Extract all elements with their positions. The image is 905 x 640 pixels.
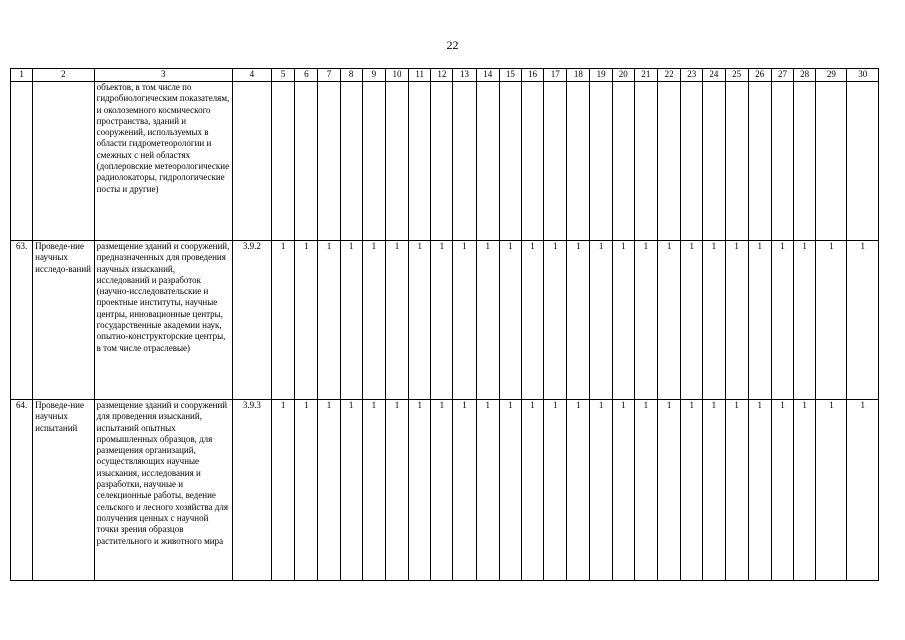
value-cell: 1: [703, 400, 725, 581]
column-header: 6: [295, 69, 318, 82]
column-header: 22: [658, 69, 681, 82]
value-cell: 1: [590, 241, 612, 400]
column-header: 20: [612, 69, 634, 82]
value-cell: 1: [476, 241, 499, 400]
row-code: 3.9.2: [232, 241, 271, 400]
value-cell: [409, 82, 431, 241]
value-cell: [567, 82, 590, 241]
value-cell: 1: [816, 400, 847, 581]
column-header: 8: [340, 69, 362, 82]
value-cell: 1: [476, 400, 499, 581]
row-description: размещение зданий и сооружений, предназначенных для проведения научных изысканий, исследований и разработок (научно-исследовательские и проектные институты, научные центры, инновационные центры, государственные академии наук, опытно-конструкторские центры, в том числе отраслевые): [94, 241, 232, 400]
value-cell: 1: [385, 241, 408, 400]
value-cell: 1: [658, 241, 681, 400]
value-cell: 1: [431, 241, 453, 400]
value-cell: [847, 82, 879, 241]
row-description: объектов, в том числе по гидробиологическим показателям, и околоземного космического пространства, зданий и сооружений, используемых в области гидрометеорологии и смежных с ней областях (доплеровские метеорологические радиолокаторы, гидрологические посты и другие): [94, 82, 232, 241]
row-name: [33, 82, 94, 241]
table-row: [11, 241, 879, 400]
value-cell: 1: [658, 400, 681, 581]
column-header: 24: [703, 69, 725, 82]
value-cell: 1: [681, 241, 703, 400]
column-header: 14: [476, 69, 499, 82]
header-row: [11, 69, 879, 82]
value-cell: [362, 82, 385, 241]
value-cell: 1: [590, 400, 612, 581]
value-cell: 1: [521, 241, 543, 400]
value-cell: [816, 82, 847, 241]
column-header: 30: [847, 69, 879, 82]
document-table: [10, 68, 879, 581]
column-header: 4: [232, 69, 271, 82]
value-cell: [748, 82, 771, 241]
value-cell: 1: [499, 241, 521, 400]
value-cell: [612, 82, 634, 241]
row-name: Проведе-ние научных исследо-ваний: [33, 241, 94, 400]
value-cell: [634, 82, 657, 241]
column-header: 26: [748, 69, 771, 82]
value-cell: 1: [794, 241, 816, 400]
value-cell: 1: [362, 241, 385, 400]
value-cell: [476, 82, 499, 241]
column-header: 21: [634, 69, 657, 82]
column-header: 7: [318, 69, 340, 82]
row-description: размещение зданий и сооружений для проведения изысканий, испытаний опытных промышленных образцов, для размещения организаций, осуществляющих научные изыскания, исследования и разработки, научные и селекционные работы, ведение сельского и лесного хозяйства для получения ценных с научной точки зрения образцов растительного и животного мира: [94, 400, 232, 581]
table-row: [11, 400, 879, 581]
value-cell: 1: [409, 400, 431, 581]
column-header: 10: [385, 69, 408, 82]
table-row: [11, 82, 879, 241]
value-cell: 1: [272, 400, 295, 581]
value-cell: 1: [295, 400, 318, 581]
value-cell: [681, 82, 703, 241]
value-cell: 1: [612, 241, 634, 400]
value-cell: [794, 82, 816, 241]
value-cell: 1: [499, 400, 521, 581]
value-cell: 1: [453, 241, 476, 400]
value-cell: [521, 82, 543, 241]
value-cell: 1: [340, 400, 362, 581]
column-header: 12: [431, 69, 453, 82]
value-cell: [272, 82, 295, 241]
column-header: 5: [272, 69, 295, 82]
column-header: 23: [681, 69, 703, 82]
value-cell: [318, 82, 340, 241]
value-cell: 1: [794, 400, 816, 581]
value-cell: [590, 82, 612, 241]
column-header: 25: [725, 69, 748, 82]
row-code: 3.9.3: [232, 400, 271, 581]
column-header: 11: [409, 69, 431, 82]
column-header: 29: [816, 69, 847, 82]
value-cell: [725, 82, 748, 241]
column-header: 18: [567, 69, 590, 82]
value-cell: [385, 82, 408, 241]
value-cell: [658, 82, 681, 241]
row-number: 64.: [11, 400, 33, 581]
value-cell: 1: [544, 241, 567, 400]
value-cell: 1: [634, 241, 657, 400]
row-number: [11, 82, 33, 241]
value-cell: [544, 82, 567, 241]
value-cell: [431, 82, 453, 241]
column-header: 16: [521, 69, 543, 82]
row-code: [232, 82, 271, 241]
value-cell: 1: [362, 400, 385, 581]
value-cell: 1: [681, 400, 703, 581]
value-cell: 1: [318, 241, 340, 400]
value-cell: 1: [340, 241, 362, 400]
value-cell: 1: [771, 241, 793, 400]
value-cell: [499, 82, 521, 241]
row-name: Проведе-ние научных испытаний: [33, 400, 94, 581]
column-header: 28: [794, 69, 816, 82]
column-header: 19: [590, 69, 612, 82]
value-cell: 1: [567, 400, 590, 581]
value-cell: 1: [385, 400, 408, 581]
value-cell: 1: [847, 400, 879, 581]
value-cell: 1: [703, 241, 725, 400]
value-cell: 1: [567, 241, 590, 400]
value-cell: 1: [272, 241, 295, 400]
value-cell: 1: [612, 400, 634, 581]
value-cell: 1: [295, 241, 318, 400]
value-cell: 1: [748, 400, 771, 581]
value-cell: 1: [453, 400, 476, 581]
value-cell: 1: [544, 400, 567, 581]
value-cell: [340, 82, 362, 241]
page-number: 22: [446, 38, 459, 52]
value-cell: 1: [771, 400, 793, 581]
column-header: 15: [499, 69, 521, 82]
value-cell: [453, 82, 476, 241]
value-cell: [295, 82, 318, 241]
value-cell: 1: [725, 241, 748, 400]
value-cell: 1: [816, 241, 847, 400]
column-header: 3: [94, 69, 232, 82]
value-cell: [703, 82, 725, 241]
column-header: 17: [544, 69, 567, 82]
column-header: 1: [11, 69, 33, 82]
value-cell: [771, 82, 793, 241]
value-cell: 1: [431, 400, 453, 581]
table-body: [11, 82, 879, 581]
value-cell: 1: [521, 400, 543, 581]
column-header: 9: [362, 69, 385, 82]
value-cell: 1: [634, 400, 657, 581]
value-cell: 1: [725, 400, 748, 581]
value-cell: 1: [318, 400, 340, 581]
column-header: 27: [771, 69, 793, 82]
column-header: 13: [453, 69, 476, 82]
value-cell: 1: [748, 241, 771, 400]
row-number: 63.: [11, 241, 33, 400]
column-header: 2: [33, 69, 94, 82]
value-cell: 1: [409, 241, 431, 400]
value-cell: 1: [847, 241, 879, 400]
